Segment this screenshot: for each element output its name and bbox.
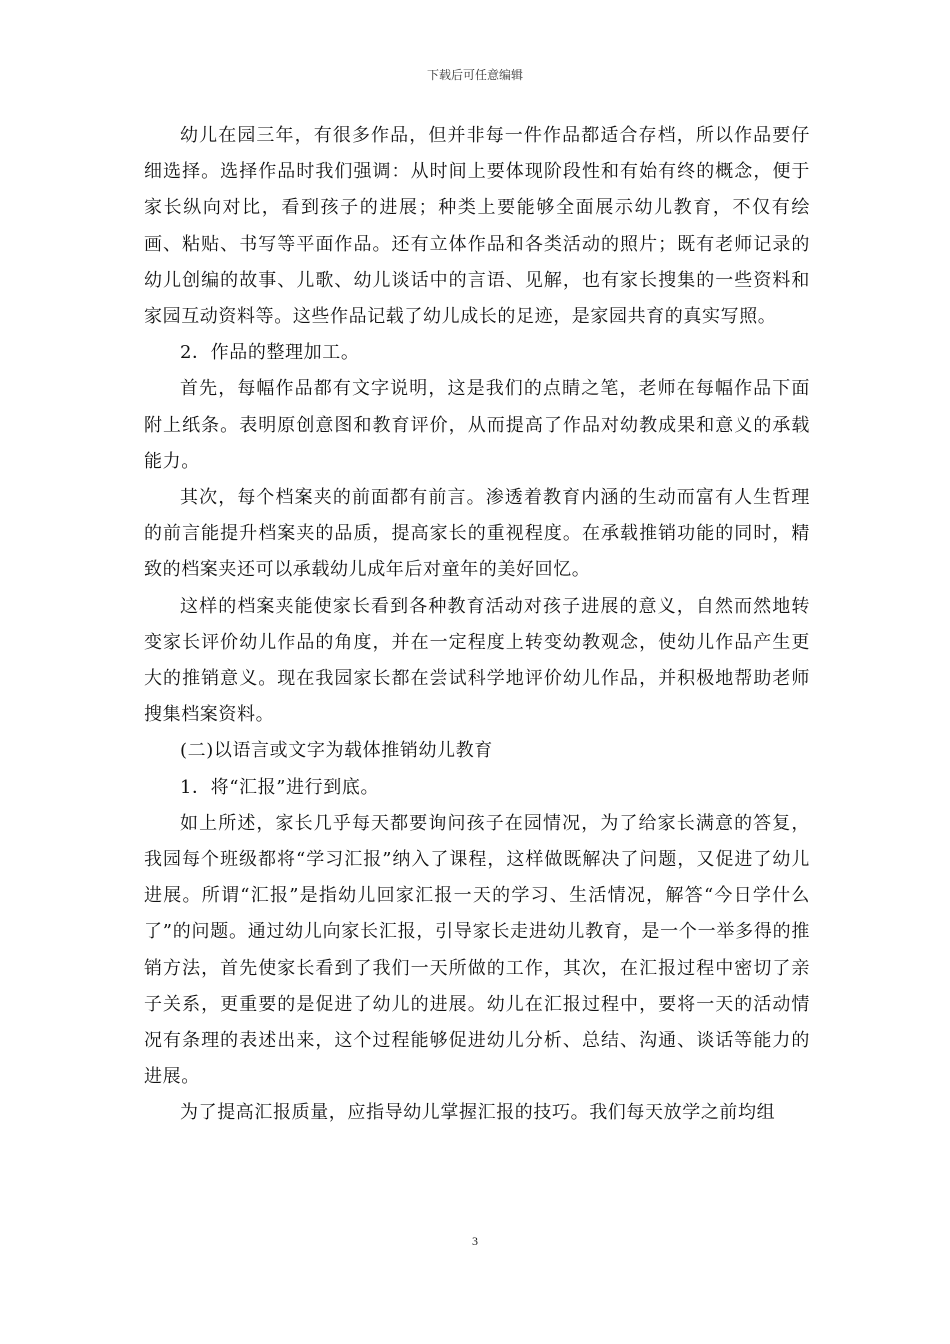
page-header-note: 下载后可任意编辑 — [426, 68, 523, 82]
document-body — [144, 118, 810, 1132]
paragraph: 首先，每幅作品都有文字说明，这是我们的点睛之笔，老师在每幅作品下面附上纸条。表明原创意图和教育评价，从而提高了作品对幼教成果和意义的承载能力。 — [144, 378, 810, 472]
paragraph: 如上所述，家长几乎每天都要询问孩子在园情况，为了给家长满意的答复，我园每个班级都将“学习汇报”纳入了课程，这样做既解决了问题，又促进了幼儿进展。所谓“汇报”是指幼儿回家汇报一天的学习、生活情况，解答“今日学什么了”的问题。通过幼儿向家长汇报，引导家长走进幼儿教育，是一个一举多得的推销方法，首先使家长看到了我们一天所做的工作，其次，在汇报过程中密切了亲子关系，更重要的是促进了幼儿的进展。幼儿在汇报过程中，要将一天的活动情况有条理的表述出来，这个过程能够促进幼儿分析、总结、沟通、谈话等能力的进展。 — [144, 812, 810, 1088]
paragraph: 为了提高汇报质量，应指导幼儿掌握汇报的技巧。我们每天放学之前均组 — [180, 1102, 776, 1124]
page-number: 3 — [472, 1234, 478, 1248]
paragraph: 2．作品的整理加工。 — [180, 342, 360, 364]
paragraph: 这样的档案夹能使家长看到各种教育活动对孩子进展的意义，自然而然地转变家长评价幼儿作品的角度，并在一定程度上转变幼教观念，使幼儿作品产生更大的推销意义。现在我园家长都在尝试科学地评价幼儿作品，并积极地帮助老师搜集档案资料。 — [144, 595, 810, 726]
section-heading: (二)以语言或文字为载体推销幼儿教育 — [180, 740, 493, 762]
subsection-heading: 1．将“汇报”进行到底。 — [180, 776, 380, 798]
paragraph: 其次，每个档案夹的前面都有前言。渗透着教育内涵的生动而富有人生哲理的前言能提升档案夹的品质，提高家长的重视程度。在承载推销功能的同时，精致的档案夹还可以承载幼儿成年后对童年的美好回忆。 — [144, 487, 810, 581]
paragraph: 幼儿在园三年，有很多作品，但并非每一件作品都适合存档，所以作品要仔细选择。选择作品时我们强调：从时间上要体现阶段性和有始有终的概念，便于家长纵向对比，看到孩子的进展；种类上要能够全面展示幼儿教育，不仅有绘画、粘贴、书写等平面作品。还有立体作品和各类活动的照片；既有老师记录的幼儿创编的故事、儿歌、幼儿谈话中的言语、见解，也有家长搜集的一些资料和家园互动资料等。这些作品记载了幼儿成长的足迹，是家园共育的真实写照。 — [144, 125, 810, 328]
